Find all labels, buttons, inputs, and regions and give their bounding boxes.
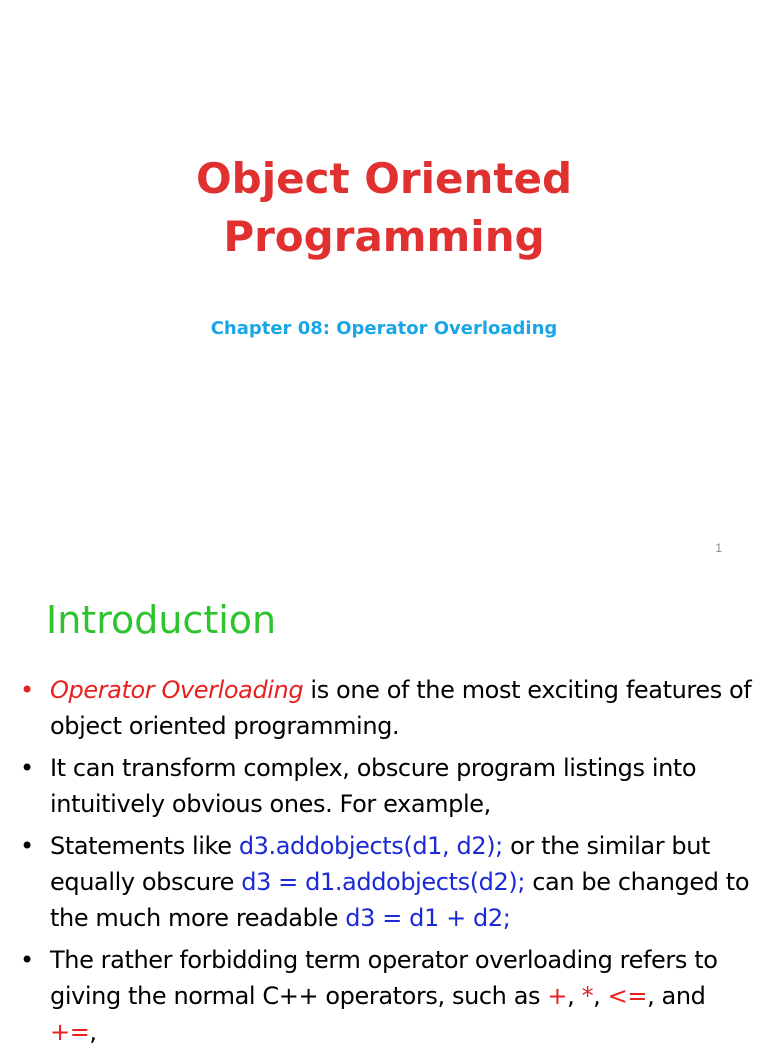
separator: , and <box>647 982 706 1010</box>
code-snippet: d3 = d1 + d2; <box>345 904 511 932</box>
term-operator-overloading: Operator Overloading <box>50 676 304 704</box>
separator: , <box>593 982 608 1010</box>
introduction-slide <box>0 576 768 1046</box>
bullet-item-3 <box>16 828 756 936</box>
bullet-item-1 <box>16 672 756 744</box>
bullet-text: , <box>89 1018 97 1046</box>
operator-less-equal: <= <box>607 982 648 1010</box>
bullet-item-4 <box>16 942 756 1050</box>
bullet-dot-icon: • <box>20 832 34 860</box>
bullet-dot-icon: • <box>20 676 34 704</box>
slide-heading: Introduction <box>46 598 277 642</box>
slide-title <box>0 150 768 266</box>
operator-plus: + <box>547 982 568 1010</box>
bullet-dot-icon: • <box>20 946 34 974</box>
bullet-text: It can transform complex, obscure program listings into intuitively obvious ones. For example, <box>50 754 697 818</box>
title-line-2: Programming <box>223 212 545 261</box>
separator: , <box>567 982 582 1010</box>
slide-subtitle: Chapter 08: Operator Overloading <box>210 318 558 339</box>
bullet-item-2 <box>16 750 756 822</box>
bullet-text: Statements like <box>50 832 239 860</box>
bullet-list <box>16 672 756 1056</box>
bullet-text: The rather forbidding term operator overloading refers to giving the normal C++ operators, such as <box>50 946 718 1010</box>
operator-plus-assign: += <box>50 1018 90 1046</box>
operator-multiply: * <box>581 982 594 1010</box>
bullet-dot-icon: • <box>20 754 34 782</box>
bullet-text: is one of the most exciting features of object oriented programming. <box>50 676 752 740</box>
bullet-text: can be changed to the much more readable <box>50 868 750 932</box>
page-number: 1 <box>715 541 722 555</box>
code-snippet: d3 = d1.addobjects(d2); <box>241 868 526 896</box>
code-snippet: d3.addobjects(d1, d2); <box>238 832 503 860</box>
title-line-1: Object Oriented <box>195 154 573 203</box>
bullet-text: or the similar but equally obscure <box>50 832 711 896</box>
